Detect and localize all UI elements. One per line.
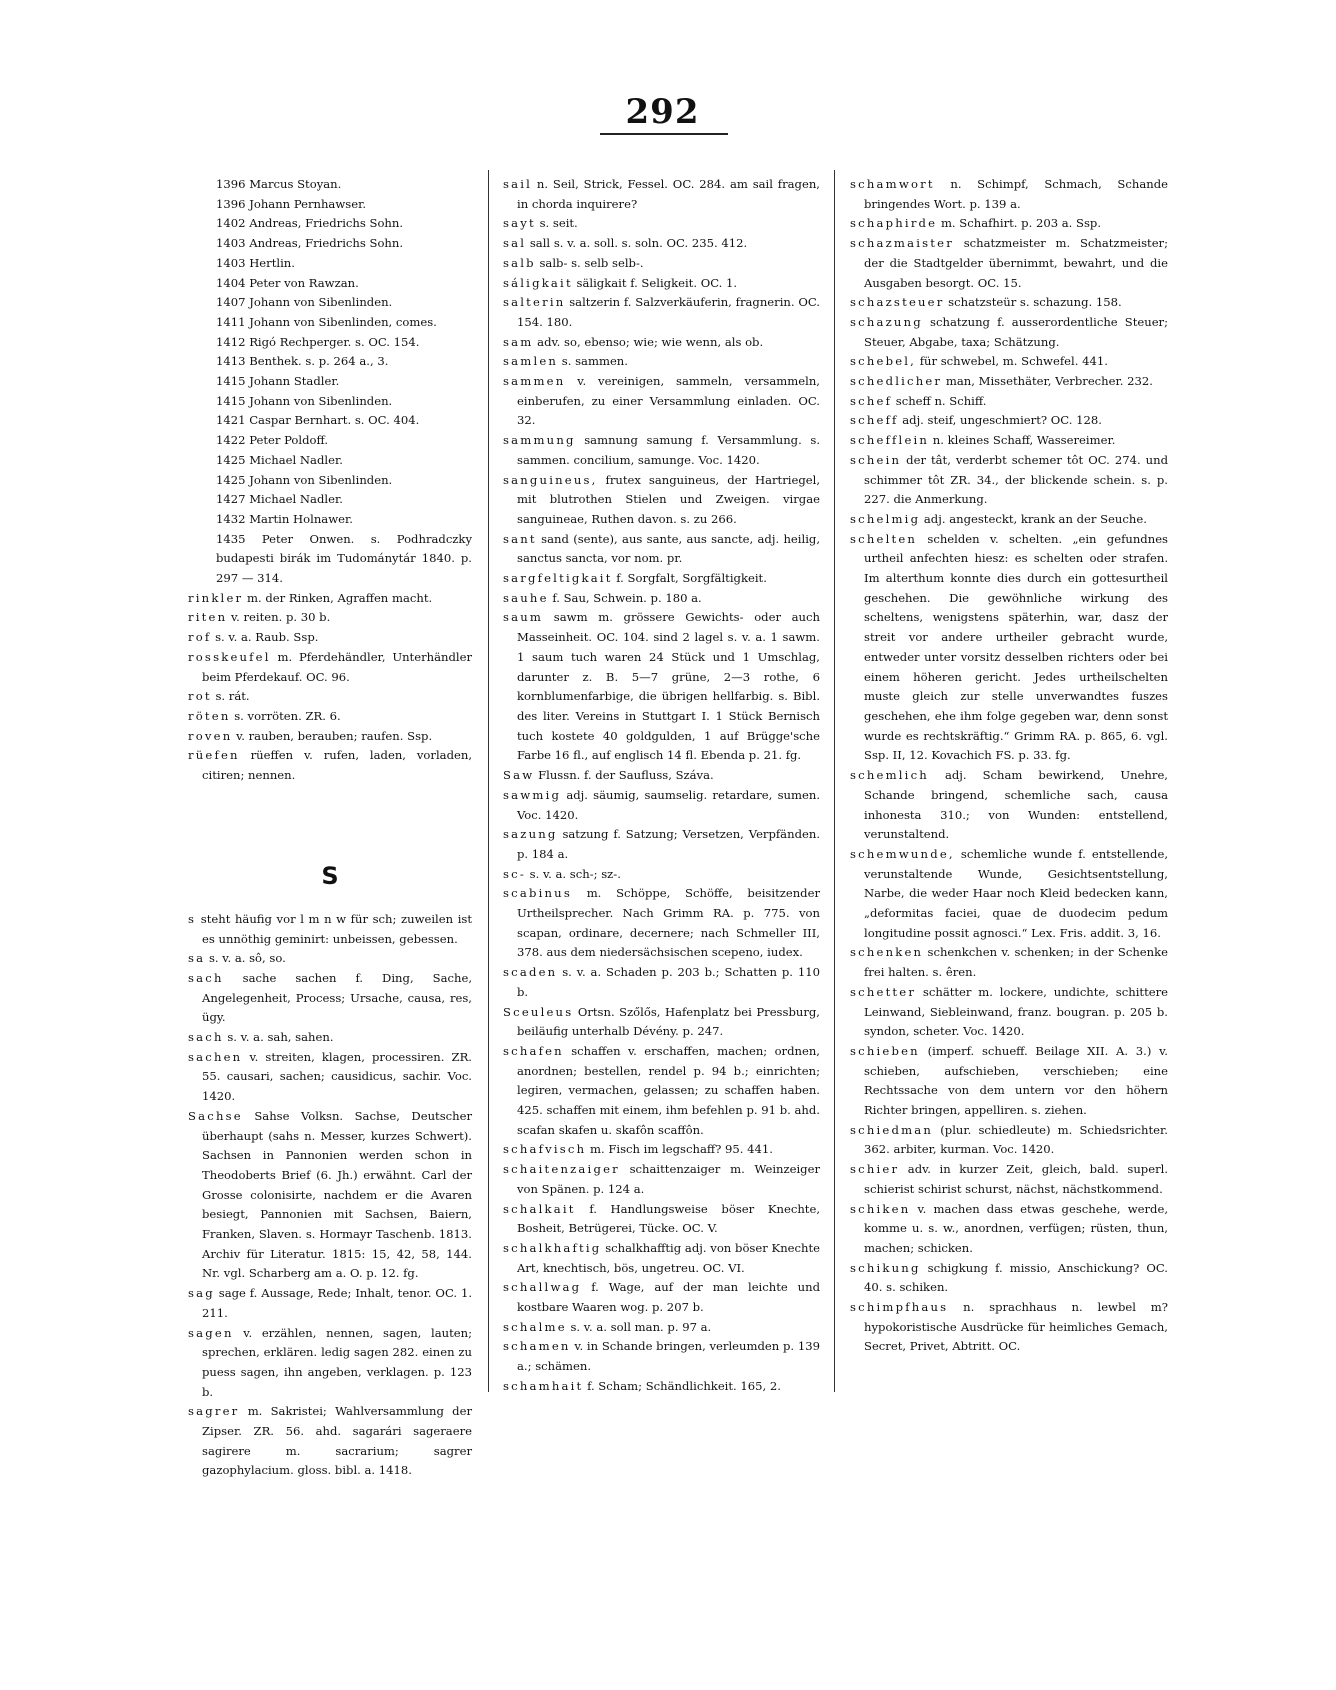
entry-headword: salterin bbox=[503, 295, 566, 310]
dictionary-entry bbox=[188, 490, 472, 510]
entry-text: v. vereinigen, sammeln, versammeln, einberufen, zu einer Versammlung einladen. OC. 32. bbox=[517, 374, 820, 428]
entry-headword: schazung bbox=[850, 314, 923, 329]
entry-text: adv. in kurzer Zeit, gleich, bald. superl. schierist schirist schurst, nächst, nächstkommend. bbox=[864, 1162, 1169, 1196]
entry-headword: rinkler bbox=[188, 590, 244, 605]
dictionary-entry bbox=[503, 254, 820, 274]
entry-text: f. Sau, Schwein. p. 180 a. bbox=[552, 590, 702, 605]
entry-text: säligkait f. Seligkeit. OC. 1. bbox=[576, 275, 738, 290]
entry-text: adv. so, ebenso; wie; wie wenn, als ob. bbox=[537, 334, 764, 349]
entry-text: v. reiten. p. 30 b. bbox=[230, 610, 331, 625]
dictionary-entry bbox=[503, 865, 820, 885]
entry-text: 1403 Hertlin. bbox=[216, 255, 295, 270]
entry-headword: schazmaister bbox=[850, 236, 954, 251]
entry-text: m. Pferdehändler, Unterhändler beim Pferdekauf. OC. 96. bbox=[202, 649, 472, 684]
dictionary-entry bbox=[850, 530, 1168, 766]
dictionary-entry bbox=[188, 1048, 472, 1107]
entry-headword: sagrer bbox=[188, 1404, 240, 1419]
entry-headword: schedlicher bbox=[850, 374, 943, 389]
dictionary-entry bbox=[188, 195, 472, 215]
column-divider bbox=[488, 170, 489, 1392]
dictionary-entry bbox=[188, 628, 472, 648]
dictionary-entry bbox=[503, 569, 820, 589]
column-1 bbox=[188, 175, 472, 1481]
entry-text: schelden v. schelten. „ein gefundnes urtheil anfechten hiesz: es schelten oder strafen. Im alterthum konnte dies durch ein gottesurtheil geschehen. Die gewöhnliche wirkung des scheltens, wenigstens späterhin, war, dasz der streit vor andere urtheiler gebracht wurde, entweder unter vorsitz desselben richters oder bei einem höheren gericht. Jedes urtheilschelten muste gleich zur stelle unverwandtes fuszes geschehen, ehe ihm folge gegeben war, denn sonst wurde es rechtskräftig.“ Grimm RA. p. 865, 6. vgl. Ssp. II, 12. Kovachich FS. p. 33. fg. bbox=[864, 531, 1169, 763]
entry-headword: riten bbox=[188, 610, 228, 625]
dictionary-entry bbox=[188, 333, 472, 353]
dictionary-entry bbox=[850, 313, 1168, 352]
dictionary-entry bbox=[503, 608, 820, 766]
dictionary-entry bbox=[188, 274, 472, 294]
entry-headword: scabinus bbox=[503, 886, 572, 901]
dictionary-entry bbox=[503, 589, 820, 609]
dictionary-entry bbox=[188, 1402, 472, 1481]
dictionary-entry bbox=[188, 530, 472, 589]
entry-text: 1403 Andreas, Friedrichs Sohn. bbox=[216, 236, 404, 251]
entry-text: satzung f. Satzung; Versetzen, Verpfänden. p. 184 a. bbox=[517, 827, 820, 861]
dictionary-entry bbox=[503, 274, 820, 294]
entry-text: sawm m. grössere Gewichts- oder auch Masseinheit. OC. 104. sind 2 lagel s. v. a. 1 sawm. 1 saum tuch waren 24 Stück und 1 Umschlag, darunter z. B. 5—7 grüne, 2—3 rothe, 6 kornblumenfarbige, die übrigen hellfarbig. s. Bibl. des liter. Vereins in Stuttgart I. 1 Stück Bernisch tuch kostete 40 goldgulden, 1 auf Brügge'sche Farbe 16 fl., auf englisch 14 fl. Ebenda p. 21. fg. bbox=[517, 610, 820, 763]
dictionary-entry bbox=[850, 943, 1168, 982]
entry-text: v. streiten, klagen, processiren. ZR. 55. causari, sachen; causidicus, sachir. Voc. 1420. bbox=[202, 1049, 472, 1104]
dictionary-entry bbox=[850, 234, 1168, 293]
entry-text: n. Schimpf, Schmach, Schande bringendes Wort. p. 139 a. bbox=[864, 177, 1168, 211]
dictionary-entry bbox=[188, 175, 472, 195]
entry-text: schatzmeister m. Schatzmeister; der die Stadtgelder übernimmt, bewahrt, und die Ausgaben besorgt. OC. 15. bbox=[864, 236, 1169, 290]
entry-text: 1427 Michael Nadler. bbox=[216, 492, 343, 507]
entry-headword: schafvisch bbox=[503, 1142, 587, 1157]
entry-headword: sáligkait bbox=[503, 275, 573, 290]
dictionary-entry bbox=[188, 234, 472, 254]
dictionary-entry bbox=[503, 884, 820, 963]
entry-headword: schalme bbox=[503, 1319, 567, 1334]
entry-headword: röten bbox=[188, 708, 231, 723]
entry-text: 1404 Peter von Rawzan. bbox=[216, 275, 359, 290]
dictionary-entry bbox=[850, 451, 1168, 510]
entry-text: m. der Rinken, Agraffen macht. bbox=[246, 590, 433, 605]
dictionary-entry bbox=[850, 1121, 1168, 1160]
dictionary-entry bbox=[503, 1278, 820, 1317]
entry-text: f. Handlungsweise böser Knechte, Bosheit, Betrügerei, Tücke. OC. V. bbox=[517, 1201, 820, 1236]
dictionary-entry bbox=[850, 1259, 1168, 1298]
entry-text: v. in Schande bringen, verleumden p. 139 a.; schämen. bbox=[517, 1339, 820, 1374]
entry-headword: schazsteuer bbox=[850, 295, 945, 310]
dictionary-entry bbox=[188, 648, 472, 687]
entry-text: 1415 Johann von Sibenlinden. bbox=[216, 393, 393, 408]
entry-headword: sail bbox=[503, 177, 533, 191]
dictionary-entry bbox=[503, 1140, 820, 1160]
dictionary-entry bbox=[503, 471, 820, 530]
entry-text: man, Missethäter, Verbrecher. 232. bbox=[945, 374, 1153, 389]
entry-text: 1432 Martin Holnawer. bbox=[216, 511, 353, 526]
entry-text: Flussn. f. der Saufluss, Száva. bbox=[538, 768, 714, 783]
dictionary-entry bbox=[850, 372, 1168, 392]
dictionary-entry bbox=[188, 746, 472, 785]
entry-headword: sanguineus, bbox=[503, 472, 598, 487]
entry-headword: scheff bbox=[850, 413, 899, 428]
entry-headword: schamen bbox=[503, 1339, 571, 1354]
entry-headword: sauhe bbox=[503, 590, 549, 605]
entry-text: 1411 Johann von Sibenlinden, comes. bbox=[216, 314, 437, 329]
dictionary-entry bbox=[503, 530, 820, 569]
entry-headword: sach bbox=[188, 970, 224, 985]
dictionary-entry bbox=[850, 175, 1168, 214]
entry-headword: scaden bbox=[503, 965, 558, 980]
entry-text: schemliche wunde f. entstellende, verunstaltende Wunde, Gesichtsentstellung, Narbe, die weder Haar noch Kleid bedecken kann, „deformitas faciei, quae de duodecim pedum longitudine possit agnosci.“ Lex. Fris. addit. 3, 16. bbox=[864, 846, 1169, 940]
dictionary-entry bbox=[503, 963, 820, 1002]
entry-text: 1421 Caspar Bernhart. s. OC. 404. bbox=[216, 413, 420, 428]
entry-text: s. vorröten. ZR. 6. bbox=[234, 708, 341, 723]
entry-headword: sag bbox=[188, 1286, 215, 1301]
entry-text: sage f. Aussage, Rede; Inhalt, tenor. OC. 1. 211. bbox=[202, 1286, 473, 1320]
entry-text: saltzerin f. Salzverkäuferin, fragnerin. OC. 154. 180. bbox=[517, 295, 820, 329]
dictionary-entry bbox=[503, 1003, 820, 1042]
entry-headword: schafen bbox=[503, 1043, 564, 1058]
entry-text: 1402 Andreas, Friedrichs Sohn. bbox=[216, 216, 404, 231]
entry-text: 1425 Michael Nadler. bbox=[216, 452, 343, 467]
dictionary-entry bbox=[503, 1239, 820, 1278]
dictionary-entry bbox=[188, 589, 472, 609]
entry-text: schätter m. lockere, undichte, schittere Leinwand, Siebleinwand, franz. bougran. p. 205 b. syndon, scheter. Voc. 1420. bbox=[864, 984, 1168, 1039]
dictionary-entry bbox=[188, 313, 472, 333]
entry-headword: sagen bbox=[188, 1325, 234, 1340]
entry-text: schatzsteür s. schazung. 158. bbox=[948, 295, 1122, 310]
entry-text: sall s. v. a. soll. s. soln. OC. 235. 412. bbox=[529, 236, 748, 251]
column-divider bbox=[834, 170, 835, 1392]
dictionary-entry bbox=[503, 214, 820, 234]
dictionary-entry bbox=[503, 1160, 820, 1199]
page-number: 292 bbox=[625, 92, 700, 132]
entry-text: 1412 Rigó Rechperger. s. OC. 154. bbox=[216, 334, 420, 349]
dictionary-entry bbox=[503, 1318, 820, 1338]
entry-headword: schamwort bbox=[850, 177, 935, 191]
entry-text: sache sachen f. Ding, Sache, Angelegenheit, Process; Ursache, causa, res, ügy. bbox=[202, 970, 473, 1025]
entry-headword: salb bbox=[503, 255, 536, 270]
entry-text: s. seit. bbox=[539, 216, 578, 231]
dictionary-entry bbox=[188, 254, 472, 274]
dictionary-entry bbox=[188, 392, 472, 412]
dictionary-entry bbox=[188, 969, 472, 1028]
dictionary-entry bbox=[503, 352, 820, 372]
entry-text: schigkung f. missio, Anschickung? OC. 40. s. schiken. bbox=[864, 1260, 1168, 1295]
dictionary-entry bbox=[503, 766, 820, 786]
dictionary-entry bbox=[188, 707, 472, 727]
entry-text: m. Sakristei; Wahlversammlung der Zipser. ZR. 56. ahd. sagarári sageraere sagirere m. sacrarium; sagrer gazophylacium. gloss. bibl. a. 1418. bbox=[202, 1404, 472, 1478]
entry-headword: schieben bbox=[850, 1043, 920, 1058]
entry-text: s. v. a. sah, sahen. bbox=[227, 1030, 334, 1045]
entry-text: samnung samung f. Versammlung. s. sammen. concilium, samunge. Voc. 1420. bbox=[517, 433, 821, 467]
entry-text: adj. Scham bewirkend, Unehre, Schande bringend, schemliche sach, causa inhonesta 310.; von Wunden: entstellend, verunstaltend. bbox=[864, 768, 1168, 842]
column-3 bbox=[850, 175, 1168, 1357]
entry-headword: schelten bbox=[850, 531, 918, 546]
entry-headword: sachen bbox=[188, 1049, 243, 1064]
entry-text: adj. steif, ungeschmiert? OC. 128. bbox=[902, 413, 1102, 428]
entry-headword: schimpfhaus bbox=[850, 1300, 949, 1315]
entry-headword: schemlich bbox=[850, 768, 929, 783]
entry-text: steht häufig vor l m n w für sch; zuweilen ist es unnöthig geminirt: unbeissen, gebessen. bbox=[200, 911, 473, 946]
dictionary-entry bbox=[503, 1200, 820, 1239]
entry-headword: schebel, bbox=[850, 354, 917, 369]
dictionary-entry bbox=[503, 1337, 820, 1376]
entry-headword: schef bbox=[850, 393, 893, 408]
dictionary-entry bbox=[503, 1042, 820, 1141]
entry-text: für schwebel, m. Schwefel. 441. bbox=[919, 354, 1108, 369]
dictionary-entry bbox=[850, 1042, 1168, 1121]
dictionary-entry bbox=[503, 234, 820, 254]
entry-text: 1407 Johann von Sibenlinden. bbox=[216, 295, 393, 310]
entry-headword: schier bbox=[850, 1162, 900, 1177]
dictionary-entry bbox=[188, 352, 472, 372]
dictionary-entry bbox=[188, 727, 472, 747]
entry-text: schaittenzaiger m. Weinzeiger von Spänen. p. 124 a. bbox=[517, 1162, 820, 1196]
dictionary-entry bbox=[503, 372, 820, 431]
entry-headword: Sachse bbox=[188, 1108, 243, 1123]
dictionary-entry bbox=[503, 1377, 820, 1397]
dictionary-entry bbox=[503, 333, 820, 353]
entry-text: n. kleines Schaff, Wassereimer. bbox=[932, 433, 1116, 448]
entry-text: s. v. a. Raub. Ssp. bbox=[215, 630, 319, 645]
entry-headword: schiedman bbox=[850, 1122, 934, 1137]
dictionary-entry bbox=[503, 175, 820, 214]
entry-headword: rof bbox=[188, 630, 212, 645]
dictionary-entry bbox=[850, 352, 1168, 372]
dictionary-entry bbox=[188, 510, 472, 530]
entry-text: schenkchen v. schenken; in der Schenke frei halten. s. êren. bbox=[864, 945, 1168, 980]
dictionary-entry bbox=[188, 1284, 472, 1323]
entry-headword: schaphirde bbox=[850, 216, 938, 231]
entry-text: v. machen dass etwas geschehe, werde, komme u. s. w., anordnen, verfügen; rüsten, thun, machen; schicken. bbox=[864, 1201, 1169, 1255]
dictionary-entry bbox=[188, 1107, 472, 1284]
entry-text: 1413 Benthek. s. p. 264 a., 3. bbox=[216, 354, 389, 369]
entry-headword: schiken bbox=[850, 1201, 911, 1216]
entry-text: Sahse Volksn. Sachse, Deutscher überhaupt (sahs n. Messer, kurzes Schwert). Sachsen in Pannonien werden schon in Theodoberts Brief (6. Jh.) erwähnt. Carl der Grosse colonisirte, nachdem er die Avaren besiegt, Pannonien mit Sachsen, Baiern, Franken, Slaven. s. Hormayr Taschenb. 1813. Archiv für Literatur. 1815: 15, 42, 58, 144. Nr. vgl. Scharberg am a. O. p. 12. fg. bbox=[202, 1108, 473, 1281]
dictionary-entry bbox=[188, 1028, 472, 1048]
entry-headword: rosskeufel bbox=[188, 649, 271, 664]
entry-headword: sammung bbox=[503, 433, 576, 448]
entry-text: s. v. a. sch-; sz-. bbox=[529, 866, 621, 881]
dictionary-entry bbox=[850, 1200, 1168, 1259]
dictionary-entry bbox=[188, 949, 472, 969]
dictionary-entry bbox=[850, 411, 1168, 431]
entry-text: adj. säumig, saumselig. retardare, sumen. Voc. 1420. bbox=[517, 787, 821, 822]
entry-headword: roven bbox=[188, 728, 233, 743]
entry-text: schatzung f. ausserordentliche Steuer; Steuer, Abgabe, taxa; Schätzung. bbox=[864, 314, 1169, 349]
column-2 bbox=[503, 175, 820, 1397]
entry-text: rüeffen v. rufen, laden, vorladen, citiren; nennen. bbox=[202, 748, 473, 783]
entry-text: s. sammen. bbox=[561, 354, 628, 369]
dictionary-entry bbox=[850, 510, 1168, 530]
dictionary-entry bbox=[503, 786, 820, 825]
entry-headword: sal bbox=[503, 236, 527, 251]
dictionary-entry bbox=[850, 392, 1168, 412]
entry-text: f. Sorgfalt, Sorgfältigkeit. bbox=[616, 571, 767, 586]
entry-text: s. rát. bbox=[215, 689, 250, 704]
entry-headword: schemwunde, bbox=[850, 846, 955, 861]
entry-headword: sargfeltigkait bbox=[503, 571, 613, 586]
dictionary-entry bbox=[188, 608, 472, 628]
entry-headword: schetter bbox=[850, 984, 917, 999]
section-letter: S bbox=[321, 861, 339, 890]
dictionary-entry bbox=[850, 214, 1168, 234]
entry-headword: sa bbox=[188, 951, 206, 966]
entry-text: f. Wage, auf der man leichte und kostbare Waaren wog. p. 207 b. bbox=[517, 1280, 821, 1315]
entry-text: s. v. a. sô, so. bbox=[208, 951, 286, 966]
entry-text: scheff n. Schiff. bbox=[895, 393, 987, 408]
entry-headword: rot bbox=[188, 689, 212, 704]
dictionary-entry bbox=[503, 431, 820, 470]
entry-text: salb- s. selb selb-. bbox=[539, 255, 644, 270]
entry-text: 1396 Marcus Stoyan. bbox=[216, 177, 342, 191]
entry-text: adj. angesteckt, krank an der Seuche. bbox=[923, 511, 1147, 526]
entry-headword: saum bbox=[503, 610, 544, 625]
entry-text: Ortsn. Szőlős, Hafenplatz bei Pressburg, beiläufig unterhalb Dévény. p. 247. bbox=[517, 1004, 820, 1039]
entry-headword: sammen bbox=[503, 374, 566, 389]
entry-headword: schalkhaftig bbox=[503, 1240, 602, 1255]
dictionary-entry bbox=[188, 293, 472, 313]
entry-headword: schallwag bbox=[503, 1280, 582, 1295]
entry-headword: sayt bbox=[503, 216, 536, 231]
entry-text: sand (sente), aus sante, aus sancte, adj. heilig, sanctus sancta, vor nom. pr. bbox=[517, 531, 821, 566]
dictionary-entry bbox=[188, 687, 472, 707]
entry-headword: schelmig bbox=[850, 511, 921, 526]
entry-text: 1422 Peter Poldoff. bbox=[216, 433, 329, 448]
dictionary-entry bbox=[188, 411, 472, 431]
entry-headword: schamhait bbox=[503, 1378, 584, 1393]
dictionary-entry bbox=[850, 983, 1168, 1042]
entry-text: v. rauben, berauben; raufen. Ssp. bbox=[236, 728, 433, 743]
entry-text: (plur. schiedleute) m. Schiedsrichter. 362. arbiter, kurman. Voc. 1420. bbox=[864, 1122, 1168, 1157]
entry-text: 1415 Johann Stadler. bbox=[216, 374, 340, 389]
entry-headword: sazung bbox=[503, 827, 558, 842]
dictionary-entry bbox=[188, 214, 472, 234]
dictionary-entry bbox=[188, 471, 472, 491]
entry-headword: schenken bbox=[850, 945, 924, 960]
entry-headword: schaitenzaiger bbox=[503, 1162, 620, 1177]
entry-text: n. Seil, Strick, Fessel. OC. 284. am sail fragen, in chorda inquirere? bbox=[517, 177, 820, 211]
entry-text: v. erzählen, nennen, sagen, lauten; sprechen, erklären. ledig sagen 282. einen zu puess sagen, ihn angeben, verklagen. p. 123 b. bbox=[202, 1325, 472, 1399]
entry-headword: Sceuleus bbox=[503, 1004, 574, 1019]
entry-headword: s bbox=[188, 911, 197, 926]
entry-headword: sam bbox=[503, 334, 534, 349]
entry-text: frutex sanguineus, der Hartriegel, mit blutrothen Stielen und Zweigen. virgae sanguineae, Ruthen davon. s. zu 266. bbox=[517, 472, 821, 526]
entry-text: s. v. a. Schaden p. 203 b.; Schatten p. 110 b. bbox=[517, 965, 820, 999]
dictionary-entry bbox=[503, 825, 820, 864]
page-number-underline bbox=[600, 133, 728, 135]
entry-headword: sawmig bbox=[503, 787, 562, 802]
dictionary-entry bbox=[188, 1324, 472, 1403]
entry-text: (imperf. schueff. Beilage XII. A. 3.) v. schieben, aufschieben, verschieben; eine Rechtssache von dem untern vor den höhern Richter bringen, appelliren. s. ziehen. bbox=[864, 1043, 1168, 1118]
entry-headword: rüefen bbox=[188, 748, 240, 763]
dictionary-entry bbox=[850, 845, 1168, 944]
entry-headword: sant bbox=[503, 531, 537, 546]
entry-text: schaffen v. erschaffen, machen; ordnen, anordnen; bestellen, rendel p. 94 b.; einrichten; legiren, vermachen, gelassen; zu schaffen haben. 425. schaffen mit einem, ihm befehlen p. 91 b. ahd. scafan skafen u. skafôn scaffôn. bbox=[517, 1043, 820, 1137]
entry-text: f. Scham; Schändlichkeit. 165, 2. bbox=[587, 1378, 781, 1393]
entry-headword: sc- bbox=[503, 866, 526, 881]
entry-text: 1396 Johann Pernhawser. bbox=[216, 196, 367, 211]
entry-headword: schalkait bbox=[503, 1201, 576, 1216]
dictionary-entry bbox=[188, 451, 472, 471]
dictionary-entry bbox=[503, 293, 820, 332]
entry-text: der tât, verderbt schemer tôt OC. 274. und schimmer tôt ZR. 34., der blickende schein. s. p. 227. die Anmerkung. bbox=[864, 452, 1168, 507]
dictionary-entry bbox=[850, 431, 1168, 451]
entry-headword: schefflein bbox=[850, 433, 930, 448]
entry-text: 1435 Peter Onwen. s. Podhradczky budapesti birák im Tudománytár 1840. p. 297 — 314. bbox=[216, 531, 472, 586]
entry-text: s. v. a. soll man. p. 97 a. bbox=[570, 1319, 712, 1334]
entry-headword: schein bbox=[850, 452, 902, 467]
dictionary-entry bbox=[850, 1160, 1168, 1199]
entry-headword: schikung bbox=[850, 1260, 921, 1275]
dictionary-entry bbox=[188, 910, 472, 949]
entry-headword: samlen bbox=[503, 354, 559, 369]
dictionary-entry bbox=[188, 431, 472, 451]
entry-text: n. sprachhaus n. lewbel m? hypokoristische Ausdrücke für heimliches Gemach, Secret, Privet, Abtritt. OC. bbox=[864, 1300, 1169, 1354]
entry-text: m. Schafhirt. p. 203 a. Ssp. bbox=[940, 216, 1102, 231]
entry-text: m. Schöppe, Schöffe, beisitzender Urtheilsprecher. Nach Grimm RA. p. 775. von scapan, ordinare, decernere; nach Schmeller III, 378. aus dem niedersächsischen scepeno, iudex. bbox=[517, 886, 820, 960]
dictionary-entry bbox=[850, 293, 1168, 313]
entry-text: m. Fisch im legschaff? 95. 441. bbox=[589, 1142, 773, 1157]
dictionary-entry bbox=[850, 1298, 1168, 1357]
entry-headword: sach bbox=[188, 1030, 224, 1045]
dictionary-entry bbox=[850, 766, 1168, 845]
entry-text: schalkhafftig adj. von böser Knechte Art, knechtisch, bös, ungetreu. OC. VI. bbox=[517, 1240, 820, 1275]
entry-headword: Saw bbox=[503, 768, 535, 783]
dictionary-entry bbox=[188, 372, 472, 392]
entry-text: 1425 Johann von Sibenlinden. bbox=[216, 472, 393, 487]
